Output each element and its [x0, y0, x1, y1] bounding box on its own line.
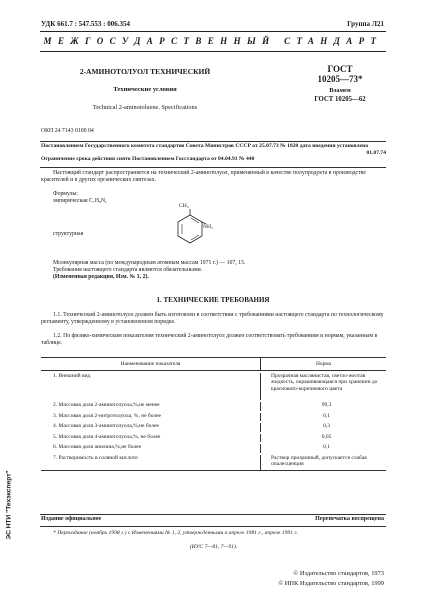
table-cell-norm: 0,3 [323, 423, 330, 429]
gost-number: 10205—73* [317, 74, 363, 84]
decree-limit-text: Ограничение срока действия снято Постановлением Госстандарта от 04.04.91 № 440 [41, 156, 255, 162]
ius-reference: (ИУС 7—81, 7—91). [189, 544, 238, 550]
decree-text: Постановлением Государственного комитета стандартов Совета Министров СССР от 25.07.73 № 1820 дата введения установлена [41, 143, 369, 149]
table-row [41, 442, 386, 453]
copyright-1973: © Издательство стандартов, 1973 [293, 570, 384, 577]
table-cell-norm: Раствор прозрачный, допускается слабая опалесценция [271, 454, 367, 467]
document-title: 2-АМИНОТОЛУОЛ ТЕХНИЧЕСКИЙ [79, 67, 211, 76]
empirical-formula-line [53, 198, 107, 205]
official-edition-label: Издание официальное [41, 516, 102, 522]
reprint-prohibited-label: Перепечатка воспрещена [315, 516, 384, 522]
gost-designation [292, 64, 388, 104]
table-cell-norm: 0,1 [323, 412, 330, 419]
banner-rule-top [40, 31, 386, 32]
standard-banner: МЕЖГОСУДАРСТВЕННЫЙ СТАНДАРТ [43, 36, 383, 46]
table-cell-indicator: 6. Массовая доля анилина,%,не более [41, 444, 261, 453]
table-row [41, 411, 386, 422]
udk-code: УДК 661.7 : 547.553 : 006.354 [41, 20, 130, 28]
effective-date: 01.07.74 [366, 149, 386, 156]
formulas-label: Формулы: [53, 191, 78, 197]
table-row [41, 371, 386, 400]
empirical-label: эмпирическая [53, 198, 88, 204]
methyl-group-label: CH₃ [179, 203, 189, 209]
clause-1-2: 1.2. По физико-химическим показателям технический 2-аминотолуол должен соответствовать требованиям и нормам, указанным в таблице. [41, 333, 378, 346]
table-cell-indicator: 4. Массовая доля 3-аминотолуола,%,не более [41, 423, 261, 432]
okp-code: ОКП 24 7143 0100 04 [41, 128, 94, 134]
decree-rule-top [40, 141, 386, 142]
table-cell-norm: 99,3 [321, 402, 332, 408]
empirical-formula: C₇H₉N, [88, 198, 107, 204]
table-cell-norm: Прозрачная маслянистая, светло-желтая жидкость, окрашивающаяся при хранении до красновато-коричневого цвета [271, 373, 378, 392]
scope-paragraph: Настоящий стандарт распространяется на технический 2-аминотолуол, применяемый в качестве полупродукта в производстве красителей и в других органических синтезах. [41, 170, 366, 183]
column-header-norm: Норма [316, 361, 331, 367]
table-row [41, 400, 386, 411]
decree-rule-bottom [40, 167, 386, 168]
table-cell-indicator: 2. Массовая доля 2-аминотолуола,%,не менее [41, 402, 261, 411]
table-row [41, 453, 386, 470]
double-bond-2 [191, 235, 199, 240]
gost-instead-label: Взамен [329, 87, 351, 94]
copyright-1999: © ИПК Издательство стандартов, 1999 [278, 580, 384, 587]
table-row [41, 421, 386, 432]
decree-block [41, 143, 386, 163]
gost-old-number: ГОСТ 10205—62 [314, 96, 366, 103]
table-cell-indicator: 1. Внешний вид [41, 373, 261, 400]
english-title: Technical 2-aminotoluene. Specifications [92, 104, 198, 111]
table-header [41, 358, 386, 371]
benzene-ring [178, 215, 202, 243]
requirements-table [41, 357, 386, 471]
structural-label: структурная [53, 231, 84, 237]
reissue-note: * Переиздание (ноябрь 1998 г.) с Изменениями № 1, 2, утвержденными в апреле 1981 г., апреле 1991 г. [53, 530, 298, 536]
table-cell-norm: 0,05 [321, 433, 332, 440]
side-stamp [3, 440, 15, 570]
document-subtitle: Технические условия [113, 86, 177, 93]
table-cell-norm: 0,1 [323, 444, 330, 450]
table-cell-indicator: 3. Массовая доля 2-нитротолуола, %, не более [41, 413, 261, 422]
gost-label: ГОСТ [327, 64, 353, 74]
side-stamp-text: ЭС НТИ "Техэксперт" [5, 470, 13, 540]
footer-rule-bottom [40, 526, 386, 527]
edition-note: (Измененная редакция, Изм. № 1, 2). [53, 274, 149, 280]
clause-1-1: 1.1. Технический 2-аминотолуол должен быть изготовлен в соответствии с требованиями настоящего стандарта по технологическому регламенту, утвержденному в установленном порядке. [41, 312, 384, 325]
table-row [41, 432, 386, 443]
column-header-indicator: Наименование показателя [41, 358, 261, 370]
banner-rule-bottom [40, 51, 386, 52]
double-bond-3 [191, 218, 199, 223]
section-heading: 1. ТЕХНИЧЕСКИЕ ТРЕБОВАНИЯ [156, 296, 270, 304]
mandatory-requirements-line: Требования настоящего стандарта являются обязательными. [53, 267, 203, 273]
table-cell-indicator: 7. Растворимость в соляной кислоте [41, 455, 261, 470]
molar-mass-line: Молекулярная масса (по международным атомным массам 1971 г.) — 107, 15. [53, 260, 246, 266]
footer-rule-top [40, 514, 386, 515]
table-cell-indicator: 5. Массовая доля 4-аминотолуола,%, не более [41, 434, 261, 443]
group-code: Группа Л21 [347, 20, 384, 28]
amino-group-label: NH₂ [203, 224, 214, 230]
